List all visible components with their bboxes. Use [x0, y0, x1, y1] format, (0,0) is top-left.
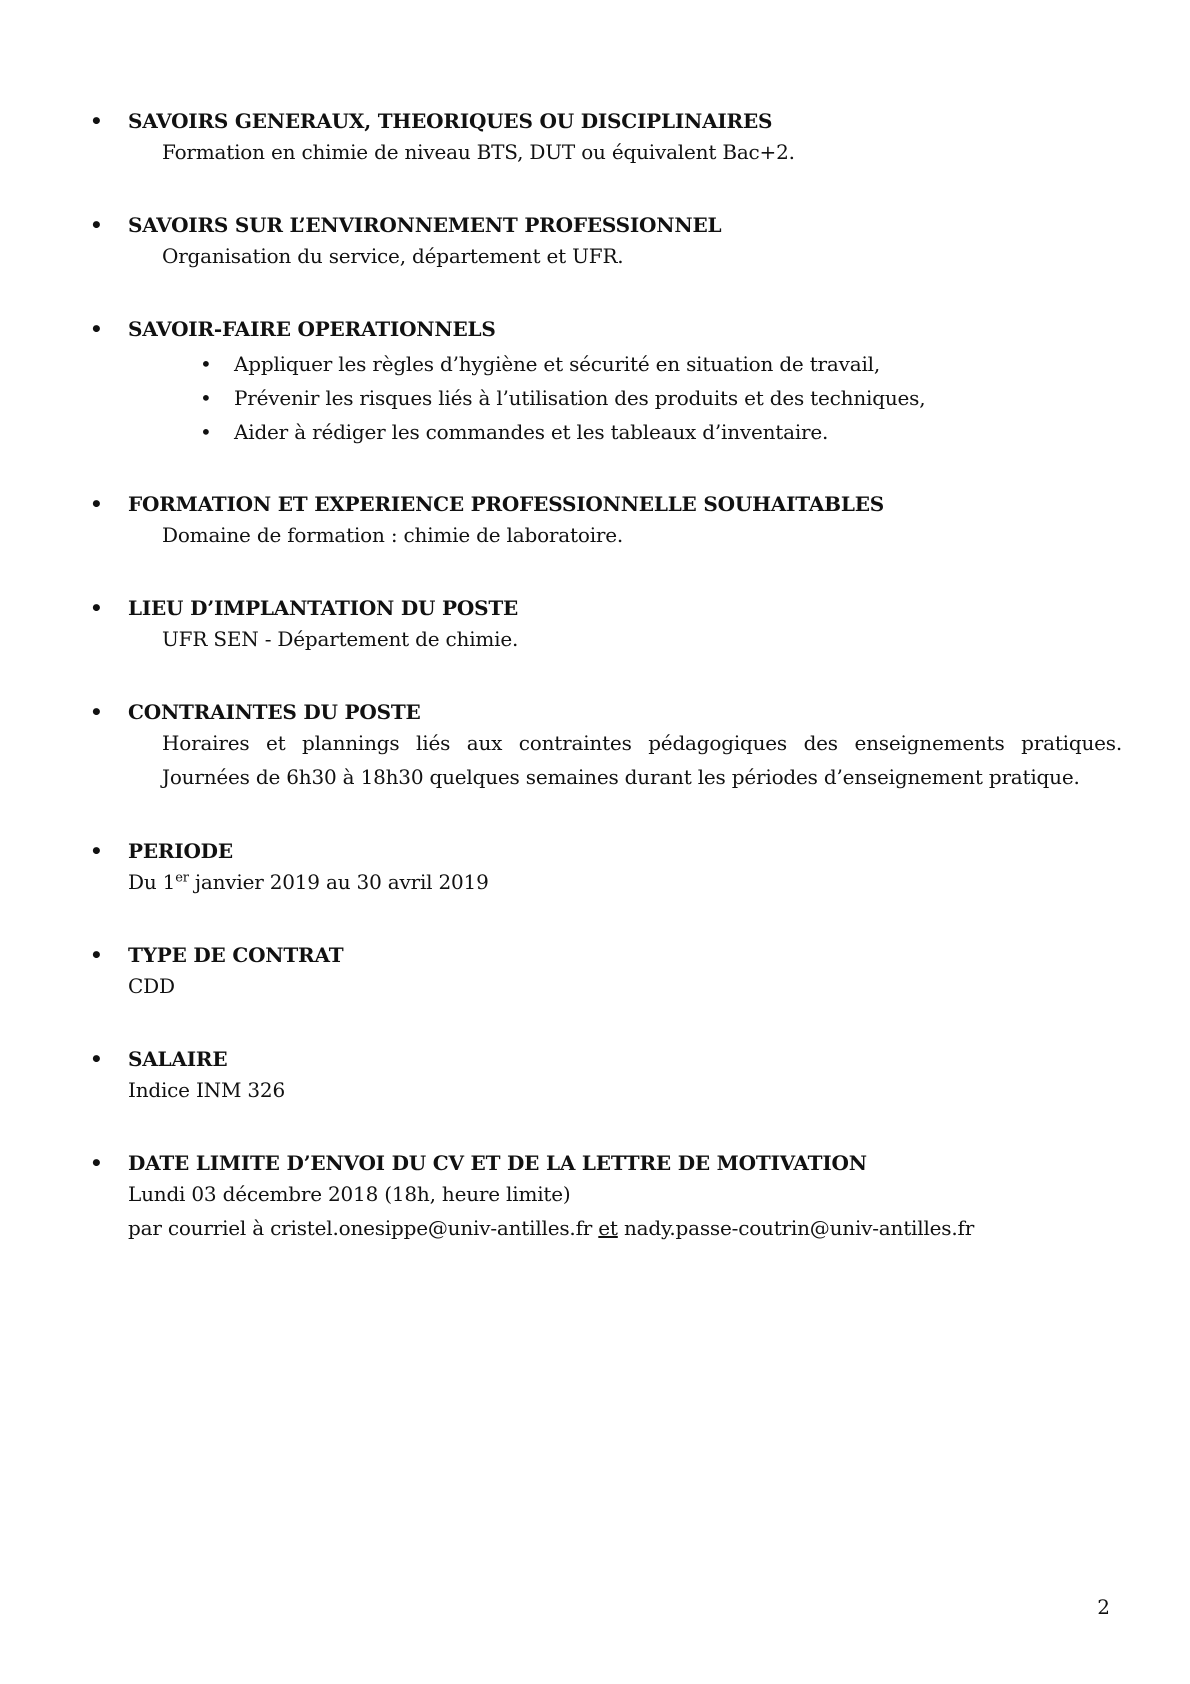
- contact-emails: par courriel à cristel.onesippe@univ-antilles.fr et nady.passe-coutrin@univ-antilles.fr: [128, 1216, 975, 1240]
- section-text: Du 1er janvier 2019 au 30 avril 2019: [128, 870, 489, 894]
- section-heading: • SAVOIR-FAIRE OPERATIONNELS: [90, 317, 496, 341]
- section-type-contrat: [90, 941, 1120, 1003]
- section-text: Domaine de formation : chimie de laboratoire.: [162, 523, 624, 547]
- section-date-limite: [90, 1149, 1120, 1245]
- section-text: Organisation du service, département et UFR.: [162, 244, 624, 268]
- bullet-icon: •: [200, 386, 212, 410]
- ordinal-superscript: er: [175, 870, 189, 886]
- section-heading: • SAVOIRS GENERAUX, THEORIQUES OU DISCIPLINAIRES: [90, 109, 773, 133]
- list-item: • Prévenir les risques liés à l’utilisation des produits et des techniques,: [200, 381, 1120, 415]
- bullet-icon: •: [90, 700, 103, 724]
- bullet-icon: •: [90, 1151, 103, 1175]
- section-periode: [90, 837, 1120, 899]
- section-heading: • PERIODE: [90, 839, 233, 863]
- bullet-icon: •: [90, 492, 103, 516]
- section-text: CDD: [128, 974, 175, 998]
- section-lieu-implantation: [90, 594, 1120, 656]
- bullet-icon: •: [200, 352, 212, 376]
- section-savoirs-generaux: [90, 107, 1120, 169]
- section-heading: • CONTRAINTES DU POSTE: [90, 700, 421, 724]
- section-heading: • FORMATION ET EXPERIENCE PROFESSIONNELLE SOUHAITABLES: [90, 492, 884, 516]
- section-text: Formation en chimie de niveau BTS, DUT ou équivalent Bac+2.: [162, 140, 795, 164]
- section-text: Horaires et plannings liés aux contraintes pédagogiques des enseignements pratiques. Journées de 6h30 à 18h30 quelques semaines durant les périodes d’enseignement pratique.: [162, 731, 1122, 789]
- bullet-icon: •: [90, 839, 103, 863]
- bullet-icon: •: [90, 943, 103, 967]
- section-formation-experience: [90, 490, 1120, 552]
- section-heading: • DATE LIMITE D’ENVOI DU CV ET DE LA LETTRE DE MOTIVATION: [90, 1151, 867, 1175]
- deadline-date: Lundi 03 décembre 2018 (18h, heure limite): [128, 1182, 571, 1206]
- section-environnement-professionnel: [90, 211, 1120, 273]
- section-heading: • SALAIRE: [90, 1047, 228, 1071]
- bullet-icon: •: [90, 213, 103, 237]
- section-savoir-faire: [90, 315, 1120, 449]
- bullet-icon: •: [200, 420, 212, 444]
- section-heading: • SAVOIRS SUR L’ENVIRONNEMENT PROFESSIONNEL: [90, 213, 722, 237]
- section-salaire: [90, 1045, 1120, 1107]
- section-text: UFR SEN - Département de chimie.: [162, 627, 519, 651]
- list-item: • Aider à rédiger les commandes et les tableaux d’inventaire.: [200, 415, 1120, 449]
- bullet-icon: •: [90, 109, 103, 133]
- section-text: Indice INM 326: [128, 1078, 285, 1102]
- page-number: 2: [1097, 1595, 1110, 1619]
- bullet-icon: •: [90, 317, 103, 341]
- section-heading: • TYPE DE CONTRAT: [90, 943, 344, 967]
- list-item: • Appliquer les règles d’hygiène et sécurité en situation de travail,: [200, 347, 1120, 381]
- bullet-icon: •: [90, 1047, 103, 1071]
- bullet-icon: •: [90, 596, 103, 620]
- savoir-faire-list: [90, 347, 1120, 449]
- section-contraintes: [90, 698, 1120, 794]
- section-heading: • LIEU D’IMPLANTATION DU POSTE: [90, 596, 519, 620]
